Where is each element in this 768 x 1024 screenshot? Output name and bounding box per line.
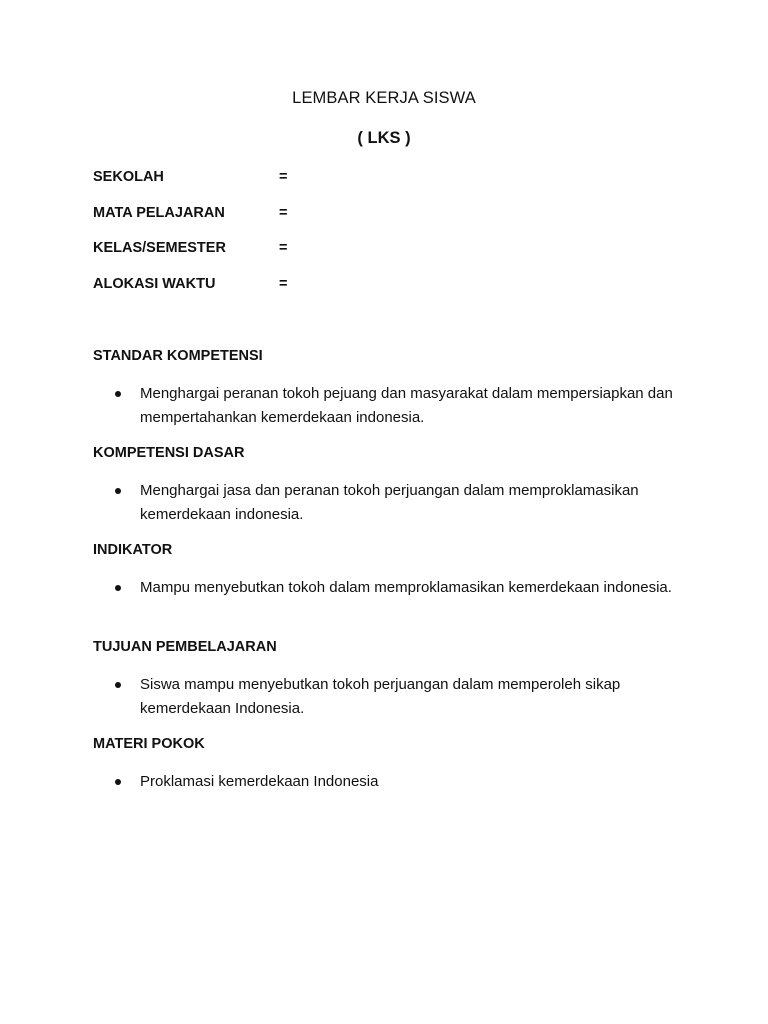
bullet-icon — [115, 488, 121, 494]
bullet-icon — [115, 682, 121, 688]
bullet-icon — [115, 391, 121, 397]
info-row-sekolah — [93, 169, 493, 189]
info-row-alokasi-waktu — [93, 276, 493, 296]
bullet-icon — [115, 585, 121, 591]
bullet-icon — [115, 779, 121, 785]
info-label: KELAS/SEMESTER — [93, 240, 226, 256]
list-item-text: Proklamasi kemerdekaan Indonesia — [140, 773, 379, 790]
list-item-text: Mampu menyebutkan tokoh dalam memproklamasikan kemerdekaan indonesia. — [140, 579, 672, 596]
info-separator: = — [279, 240, 288, 256]
info-label: SEKOLAH — [93, 169, 164, 185]
info-label: MATA PELAJARAN — [93, 205, 225, 221]
list-item-text: Menghargai peranan tokoh pejuang dan masyarakat dalam mempersiapkan dan mempertahankan kemerdekaan indonesia. — [140, 385, 673, 426]
info-row-mata-pelajaran — [93, 205, 493, 225]
info-separator: = — [279, 205, 288, 221]
document-subtitle: ( LKS ) — [357, 129, 411, 147]
info-separator: = — [279, 169, 288, 185]
section-heading-kompetensi-dasar: KOMPETENSI DASAR — [93, 445, 245, 461]
section-heading-tujuan-pembelajaran: TUJUAN PEMBELAJARAN — [93, 639, 277, 655]
section-heading-standar-kompetensi: STANDAR KOMPETENSI — [93, 348, 263, 364]
section-heading-indikator: INDIKATOR — [93, 542, 173, 558]
info-separator: = — [279, 276, 288, 292]
info-row-kelas-semester — [93, 240, 493, 260]
list-item-text: Menghargai jasa dan peranan tokoh perjuangan dalam memproklamasikan kemerdekaan indonesia. — [140, 482, 639, 523]
section-heading-materi-pokok: MATERI POKOK — [93, 736, 205, 752]
info-label: ALOKASI WAKTU — [93, 276, 216, 292]
document-title: LEMBAR KERJA SISWA — [292, 89, 476, 107]
list-item-text: Siswa mampu menyebutkan tokoh perjuangan dalam memperoleh sikap kemerdekaan Indonesia. — [140, 676, 621, 717]
